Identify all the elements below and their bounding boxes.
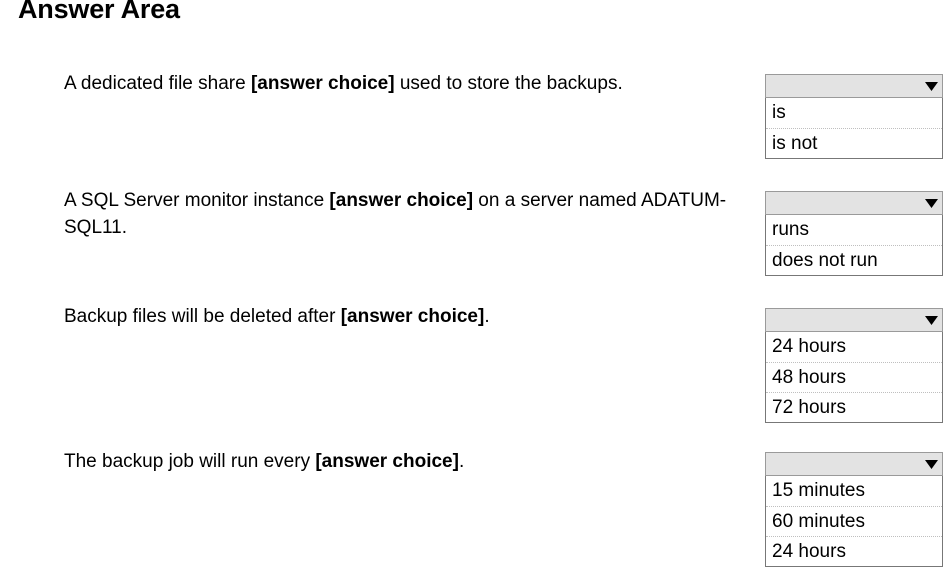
dropdown-header[interactable]: [765, 452, 943, 476]
dropdown-option[interactable]: does not run: [766, 245, 942, 275]
answer-dropdown[interactable]: [765, 452, 943, 567]
dropdown-options-list[interactable]: [765, 98, 943, 159]
dropdown-option[interactable]: 24 hours: [772, 336, 846, 357]
dropdown-option[interactable]: is: [772, 102, 786, 123]
chevron-down-icon[interactable]: [920, 75, 942, 97]
chevron-down-icon[interactable]: [920, 309, 942, 331]
statement-text: [64, 187, 744, 241]
chevron-down-icon[interactable]: [920, 453, 942, 475]
statement-pre: The backup job will run every: [64, 451, 316, 472]
answer-dropdown[interactable]: [765, 74, 943, 159]
dropdown-option[interactable]: is not: [766, 128, 942, 158]
statement-text: [64, 70, 744, 97]
dropdown-header[interactable]: [765, 74, 943, 98]
statement-text: [64, 303, 744, 330]
dropdown-option[interactable]: 48 hours: [766, 362, 942, 392]
dropdown-option[interactable]: 72 hours: [766, 392, 942, 422]
dropdown-options-list[interactable]: [765, 215, 943, 276]
answer-choice-token: [answer choice]: [329, 190, 474, 211]
dropdown-header[interactable]: [765, 191, 943, 215]
answer-choice-token: [answer choice]: [250, 73, 395, 94]
statement-post: .: [484, 306, 490, 327]
dropdown-header[interactable]: [765, 308, 943, 332]
page-title: Answer Area: [18, 0, 180, 24]
statement-pre: Backup files will be deleted after: [64, 306, 341, 327]
dropdown-option[interactable]: 60 minutes: [766, 506, 942, 536]
statement-text: [64, 448, 744, 475]
answer-choice-token: [answer choice]: [315, 451, 459, 472]
answer-dropdown[interactable]: [765, 308, 943, 423]
dropdown-option[interactable]: 15 minutes: [772, 480, 865, 501]
dropdown-option[interactable]: 24 hours: [766, 536, 942, 566]
statement-post: .: [458, 451, 465, 472]
chevron-down-icon[interactable]: [920, 192, 942, 214]
dropdown-option[interactable]: runs: [772, 219, 809, 240]
statement-pre: A dedicated file share: [64, 73, 251, 94]
statement-pre: A SQL Server monitor instance: [64, 190, 330, 211]
dropdown-options-list[interactable]: [765, 332, 943, 423]
statement-post: on a server named ADATUM-SQL11.: [64, 190, 727, 238]
statement-post: used to store the backups.: [394, 73, 623, 94]
answer-choice-token: [answer choice]: [340, 306, 485, 327]
answer-dropdown[interactable]: [765, 191, 943, 276]
dropdown-options-list[interactable]: [765, 476, 943, 567]
